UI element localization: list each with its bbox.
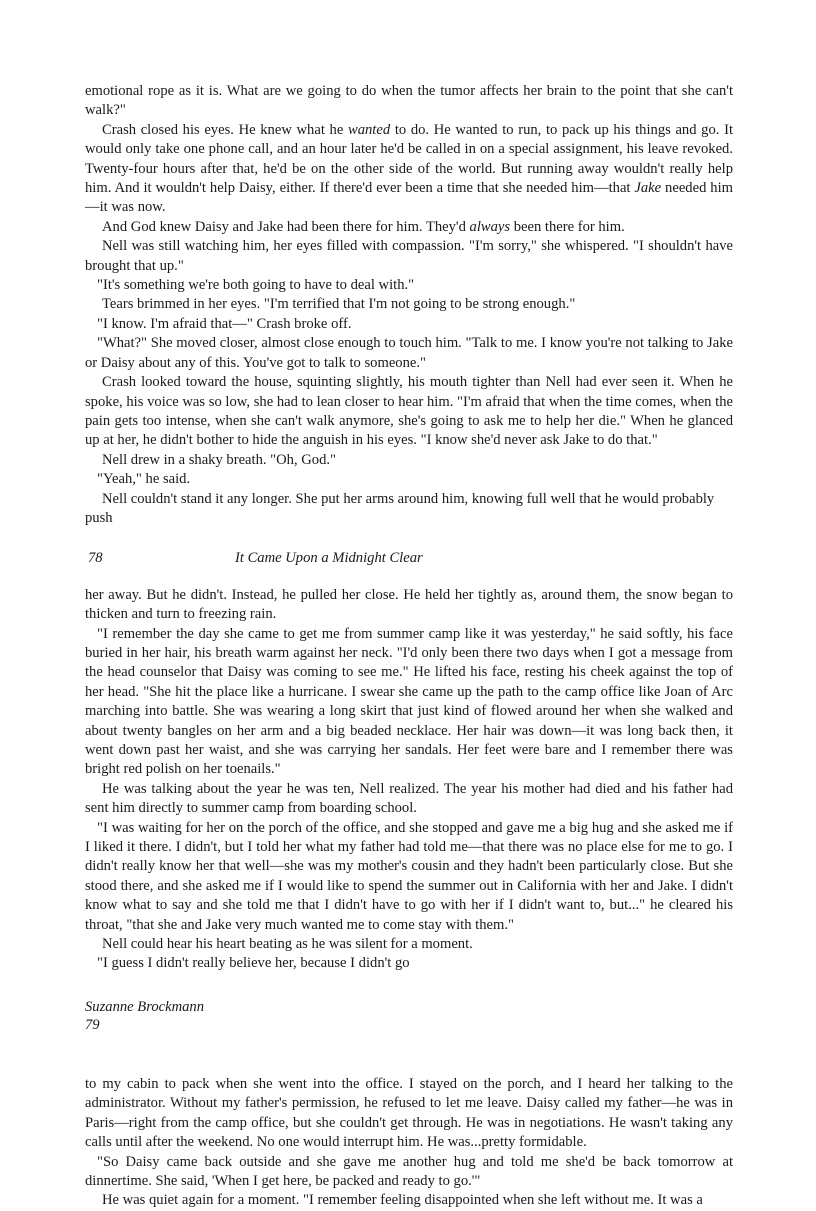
paragraph: her away. But he didn't. Instead, he pulled her close. He held her tightly as, around them, the snow began to thicken and turn to freezing rain.	[85, 586, 733, 623]
paragraph: Nell could hear his heart beating as he was silent for a moment.	[102, 936, 473, 953]
paragraph: Nell was still watching him, her eyes filled with compassion. "I'm sorry," she whispered. "I shouldn't have brought that up."	[85, 238, 733, 274]
paragraph: to my cabin to pack when she went into the office. I stayed on the porch, and I heard her talking to the administrator. Without my father's permission, he refused to let me leave. Daisy called my father—he was in Paris—right from the camp office, but she couldn't get through. He was in negotiations. He wasn't taking any calls until after the weekend. No one would interrupt him. He was...pretty formidable.	[85, 1075, 733, 1151]
emphasis-wanted: wanted	[347, 121, 391, 138]
paragraph: "Yeah," he said.	[97, 471, 191, 488]
page-79-text-block	[85, 586, 733, 974]
paragraph: "I know. I'm afraid that—" Crash broke off.	[97, 315, 352, 332]
running-header	[85, 549, 732, 568]
paragraph: "I guess I didn't really believe her, because I didn't go	[97, 955, 410, 972]
running-head-title: It Came Upon a Midnight Clear	[235, 550, 423, 567]
paragraph	[85, 82, 733, 121]
paragraph: Tears brimmed in her eyes. "I'm terrified that I'm not going to be strong enough."	[102, 296, 576, 313]
paragraph-text: needed him—it was now.	[85, 180, 733, 216]
page-80-text-block	[85, 1075, 733, 1211]
paragraph-text: emotional rope as it is. What are we going to do when the tumor affects her brain to the point that she can't walk?"	[85, 83, 733, 119]
page-number-78: 78	[88, 550, 103, 567]
paragraph-text: Crash closed his eyes. He knew what he	[102, 121, 348, 138]
paragraph: He was quiet again for a moment. "I remember feeling disappointed when she left without me. It was a	[102, 1192, 703, 1209]
paragraph: "So Daisy came back outside and she gave me another hug and told me she'd be back tomorrow at dinnertime. She said, 'When I get here, be packed and ready to go.'"	[85, 1153, 733, 1189]
paragraph: Nell drew in a shaky breath. "Oh, God."	[102, 451, 337, 468]
paragraph	[85, 121, 733, 218]
paragraph-text: And God knew Daisy and Jake had been there for him. They'd	[102, 218, 470, 235]
paragraph: Nell couldn't stand it any longer. She put her arms around him, knowing full well that he would probably push	[85, 490, 715, 526]
page-78-text-block	[85, 82, 733, 528]
page-footer	[85, 998, 732, 1035]
page-number-79: 79	[85, 1017, 100, 1034]
paragraph: He was talking about the year he was ten, Nell realized. The year his mother had died and his father had sent him directly to summer camp from boarding school.	[85, 780, 733, 817]
paragraph: "I remember the day she came to get me from summer camp like it was yesterday," he said softly, his face buried in her hair, his breath warm against her neck. "I'd only been there two days when I got a message from the head counselor that Daisy was coming to see me." He lifted his face, resting his cheek against the top of her head. "She hit the place like a hurricane. I swear she came up the path to the camp office like Joan of Arc marching into battle. She was wearing a long skirt that just kind of flowed around her when she walked and about twenty bangles on her arm and a big beaded necklace. Her hair was down—it was long back then, it went down past her waist, and she was carrying her sandals. Her feet were bare and I remember there was bright red polish on her toenails."	[85, 625, 733, 778]
emphasis-jake: Jake	[634, 180, 662, 197]
author-name: Suzanne Brockmann	[85, 998, 205, 1015]
paragraph: Crash looked toward the house, squinting slightly, his mouth tighter than Nell had ever seen it. When he spoke, his voice was so low, she had to lean closer to hear him. "I'm afraid that when the time comes, when the pain gets too intense, when she can't walk anymore, she's going to ask me to help her die." When he glanced up at her, he didn't bother to hide the anguish in his eyes. "I know she'd never ask Jake to do that."	[85, 374, 733, 449]
paragraph	[85, 218, 733, 237]
paragraph: "It's something we're both going to have to deal with."	[97, 277, 415, 294]
emphasis-always: always	[469, 218, 511, 235]
paragraph-text: been there for him.	[510, 218, 625, 235]
paragraph: "I was waiting for her on the porch of the office, and she stopped and gave me a big hug and she asked me if I liked it there. I didn't, but I told her what my father had told me—that there was no place else for me to go. I didn't really know her that well—she was my mother's cousin and they hadn't been particularly close. But she stood there, and she asked me if I would like to spend the summer out in California with her and Jake. I didn't know what to say and she told me that I didn't have to go with her if I didn't want to, but..." he cleared his throat, "that she and Jake very much wanted me to come stay with them."	[85, 819, 733, 933]
spacer	[85, 1065, 732, 1075]
paragraph-text: to do. He wanted to run, to pack up his things and go. It would only take one phone call, and an hour later he'd be called in on a special assignment, his leave revoked. Twenty-four hours after that, he'd be on the other side of the world. But running away wouldn't really help him. And it wouldn't help Daisy, either. If there'd ever been a time that she needed him—that	[85, 121, 734, 197]
paragraph: "What?" She moved closer, almost close enough to touch him. "Talk to me. I know you're not talking to Jake or Daisy about any of this. You've got to talk to someone."	[85, 335, 733, 371]
